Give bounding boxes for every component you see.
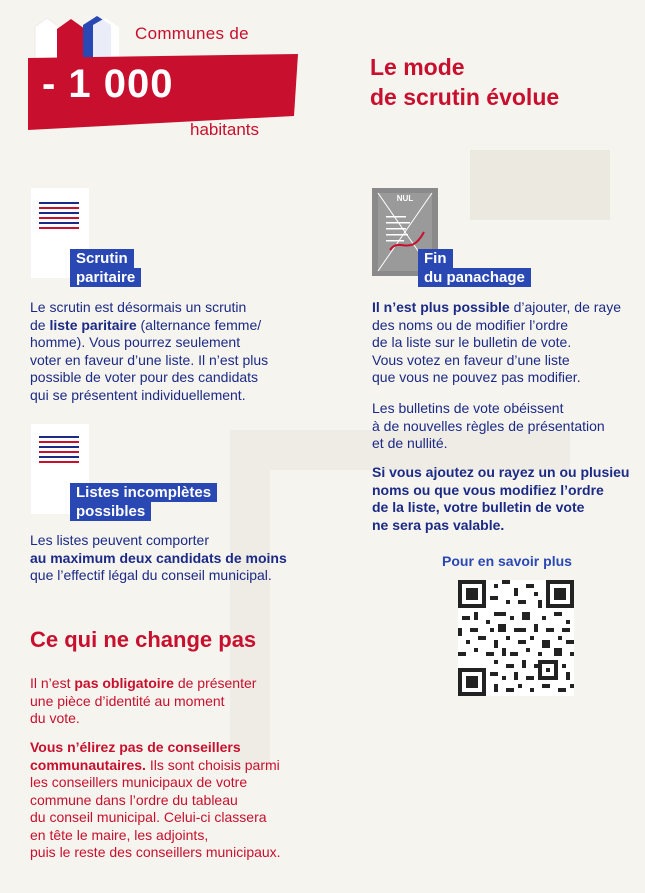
text-line: Il n’est plus possible d’ajouter, de raye: [372, 299, 621, 315]
tag-line-1: Fin: [418, 249, 453, 268]
qr-code[interactable]: [458, 580, 574, 696]
panachage-paragraph-2: [372, 400, 645, 453]
background-watermark: [470, 150, 610, 220]
text-line: en tête le maire, les adjoints,: [30, 826, 209, 843]
text-line: de liste paritaire (alternance femme/: [30, 316, 262, 333]
text-line: une pièce d’identité au moment: [30, 692, 225, 709]
text-line: communautaires. Ils sont choisis parmi: [30, 756, 280, 773]
nul-label: NUL: [396, 194, 414, 203]
listes-paragraph: [30, 532, 340, 585]
text-line: commune dans l’ordre du tableau: [30, 791, 238, 808]
section-title-unchanged: Ce qui ne change pas: [30, 627, 257, 652]
text-line: les conseillers municipaux de votre: [30, 774, 248, 790]
tag-fin-panachage: [418, 249, 531, 287]
text-line: puis le reste des conseillers municipaux.: [30, 844, 281, 860]
text-line: à de nouvelles règles de présentation: [372, 417, 605, 434]
text-line: Les listes peuvent comporter: [30, 532, 209, 548]
text-line: que l’effectif légal du conseil municipal.: [30, 567, 272, 583]
more-info-label: Pour en savoir plus: [442, 553, 572, 569]
text-line: ne sera pas valable.: [372, 516, 505, 533]
text-line: du conseil municipal. Celui-ci classera: [30, 809, 267, 825]
text-line: noms ou que vous modifiez l’ordre: [372, 481, 604, 498]
text-line: Le scrutin est désormais un scrutin: [30, 299, 247, 315]
tag-line-1: Listes incomplètes: [70, 483, 217, 502]
text-line: Si vous ajoutez ou rayez un ou plusieu: [372, 464, 630, 480]
text-line: possible de voter pour des candidats: [30, 369, 259, 385]
logo-bottom-text: habitants: [190, 120, 259, 139]
tag-line-2: paritaire: [70, 268, 141, 287]
page-title: [370, 52, 559, 112]
text-line: voter en faveur d’une liste. Il n’est plus: [30, 351, 269, 368]
panachage-paragraph-3: [372, 464, 645, 534]
tag-line-2: du panachage: [418, 268, 531, 287]
title-line-2: de scrutin évolue: [370, 84, 560, 110]
scrutin-paragraph: [30, 299, 330, 404]
tag-line-2: possibles: [70, 502, 151, 521]
tag-line-1: Scrutin: [70, 249, 134, 268]
text-line: de la liste sur le bulletin de vote.: [372, 334, 572, 350]
unchanged-paragraph-1: [30, 675, 330, 728]
text-line: Les bulletins de vote obéissent: [372, 400, 564, 416]
text-line: Vous n’élirez pas de conseillers: [30, 739, 241, 755]
tag-listes-incompletes: [70, 483, 217, 521]
text-line: de la liste, votre bulletin de vote: [372, 499, 585, 515]
text-line: Il n’est pas obligatoire de présenter: [30, 675, 257, 691]
title-line-1: Le mode: [370, 54, 465, 80]
logo-top-text: Communes de: [135, 24, 249, 43]
text-line: Vous votez en faveur d’une liste: [372, 351, 570, 368]
tag-scrutin-paritaire: [70, 249, 141, 287]
logo-number: - 1 000: [42, 62, 174, 106]
panachage-paragraph-1: [372, 299, 645, 387]
text-line: que vous ne pouvez pas modifier.: [372, 369, 581, 385]
text-line: qui se présentent individuellement.: [30, 386, 246, 403]
text-line: au maximum deux candidats de moins: [30, 549, 287, 566]
unchanged-paragraph-2: [30, 739, 340, 862]
text-line: des noms ou de modifier l’ordre: [372, 316, 569, 333]
text-line: du vote.: [30, 710, 80, 726]
text-line: homme). Vous pourrez seulement: [30, 334, 241, 350]
text-line: et de nullité.: [372, 435, 448, 451]
